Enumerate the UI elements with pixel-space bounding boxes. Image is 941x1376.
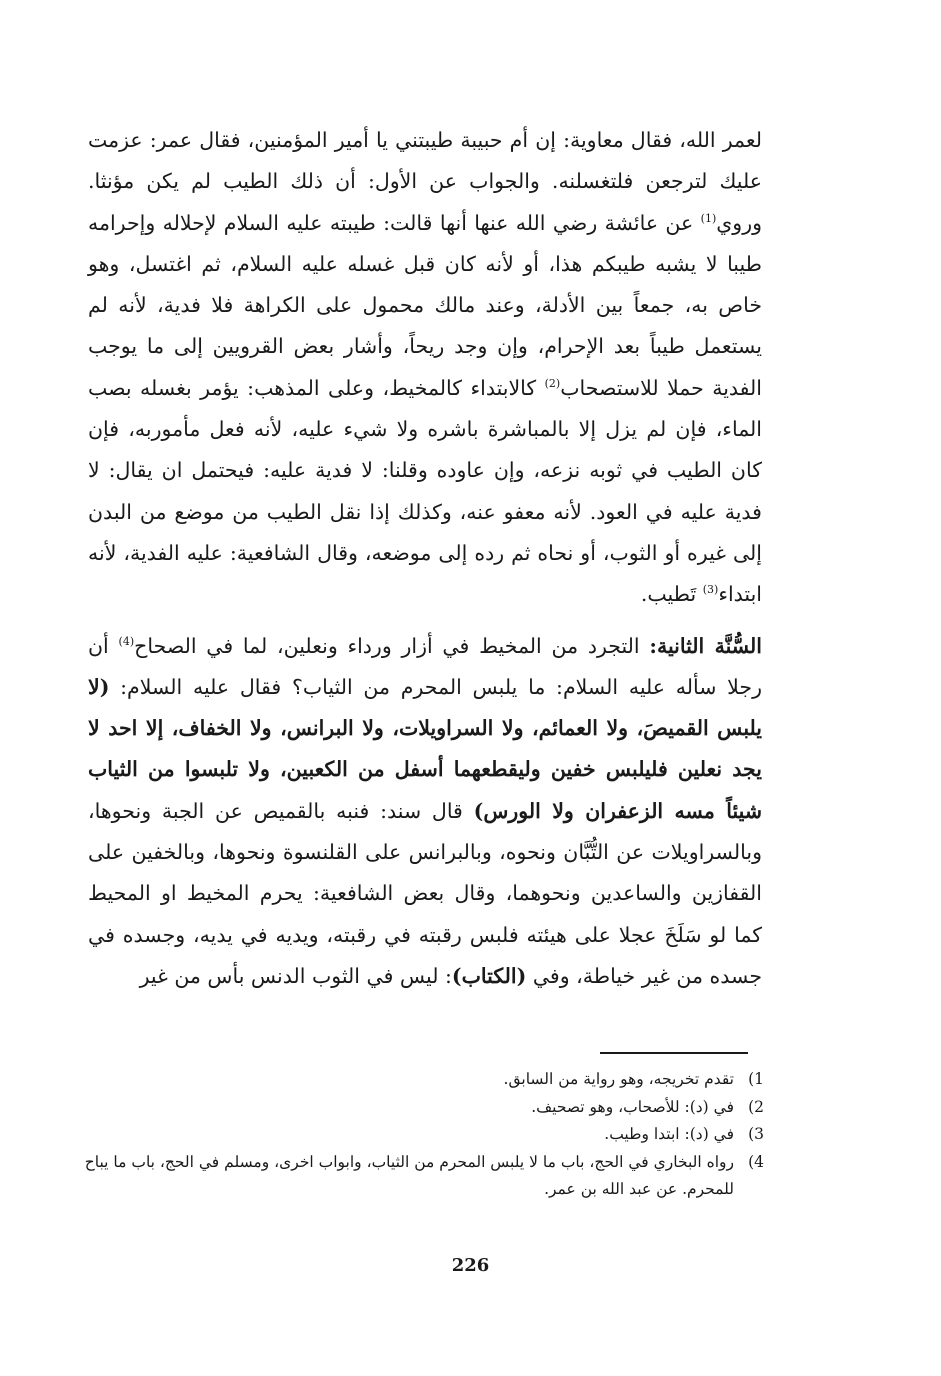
footnote-1 [82,1066,764,1094]
footnote-separator [600,1052,748,1054]
footnote-text: في (د): للأصحاب، وهو تصحيف. [531,1097,734,1116]
hadith-quote: (لا يلبس القميصَ، ولا العمائم، ولا السراويلات، ولا البرانس، ولا الخفاف، إلا احد لا يجد نعلين فليلبس خفين وليقطعهما أسفل من الكعبين، ولا تلبسوا من الثياب شيئاً مسه الزعفران ولا الورس) [88,674,763,823]
paragraph-1-text-b: عن عائشة رضي الله عنها أنها قالت: طيبته عليه السلام لإحلاله وإحرامه طيبا لا يشبه طيبكم هذا، أو لأنه كان قبل غسله عليه السلام، ثم اغتسل، وهو خاص به، جمعاً بين الأدلة، وعند مالك محمول على الكراهة فلا فدية، لأنه لم يستعمل طيباً بعد الإحرام، وإن وجد ريحاً، وأشار بعض القرويين إلى ما يوجب الفدية حملا للاستصحاب [88,210,762,400]
footnote-3 [82,1121,764,1149]
footnotes [82,1066,764,1204]
footnote-number: 4) [748,1152,764,1171]
paragraph-1-text-a: لعمر الله، فقال معاوية: إن أم حبيبة طيبتني يا أمير المؤمنين، فقال عمر: عزمت عليك لترجعن فلتغسلنه. والجواب عن الأول: أن ذلك الطيب لم يكن مؤنثا. وروي [88,128,762,235]
footnote-ref-3: (3) [702,583,719,597]
footnote-2 [82,1094,764,1122]
paragraph-1 [88,120,762,616]
paragraph-2-text-b: أن رجلا سأله عليه السلام: ما يلبس المحرم من الثياب؟ فقال عليه السلام: [88,633,762,699]
paragraph-2-text-a: التجرد من المخيط في أزار ورداء ونعلين، لما في الصحاح [134,633,650,658]
paragraph-2-text-c: قال سند: فنبه بالقميص عن الجبة ونحوها، وبالسراويلات عن التُّبَّان ونحوه، وبالبرانس على القلنسوة ونحوها، وبالخفين على القفازين والساعدين ونحوهما، وقال بعض الشافعية: يحرم المخيط او المحيط كما لو سَلَخَ عجلا على هيئته فلبس رقبته في رقبته، ويديه في يديه، وجسده في جسده من غير خياطة، وفي [88,798,762,988]
footnote-text: رواه البخاري في الحج، باب ما لا يلبس المحرم من الثياب، وابواب اخرى، ومسلم في الحج، باب ما يباح للمحرم. عن عبد الله بن عمر. [84,1152,734,1198]
footnote-number: 3) [748,1125,764,1143]
paragraph-1-text-c: كالابتداء كالمخيط، وعلى المذهب: يؤمر بغسله بصب الماء، فإن لم يزل إلا بالمباشرة باشره ولا شيء عليه، لأنه فعل مأموربه، فإن كان الطيب في ثوبه نزعه، وإن عاوده وقلنا: لا فدية عليه: فيحتمل ان يقال: لا فدية عليه في العود. لأنه معفو عنه، وكذلك إذا نقل الطيب من موضع من البدن إلى غيره أو الثوب، أو نحاه ثم رده إلى موضعه، وقال الشافعية: عليه الفدية، لأنه ابتداء [88,375,762,607]
footnote-number: 1) [748,1070,764,1088]
section-heading: السُّنَّة الثانية: [649,633,762,658]
footnote-ref-1: (1) [700,211,717,225]
footnote-number: 2) [748,1097,764,1116]
footnote-text: في (د): ابتدا وطيب. [604,1125,734,1143]
footnote-ref-4: (4) [118,634,135,648]
book-reference: (الكتاب) [451,963,527,988]
paragraph-2-text-d: : ليس في الثوب الدنس بأس من غير [139,963,452,988]
paragraph-2 [88,626,762,998]
footnote-ref-2: (2) [544,376,561,390]
paragraph-1-text-d: تَطيب. [640,582,703,607]
footnote-4 [82,1149,764,1204]
footnote-text: تقدم تخريجه، وهو رواية من السابق. [503,1070,734,1088]
page-number: 226 [451,1255,490,1276]
main-text [88,120,762,997]
